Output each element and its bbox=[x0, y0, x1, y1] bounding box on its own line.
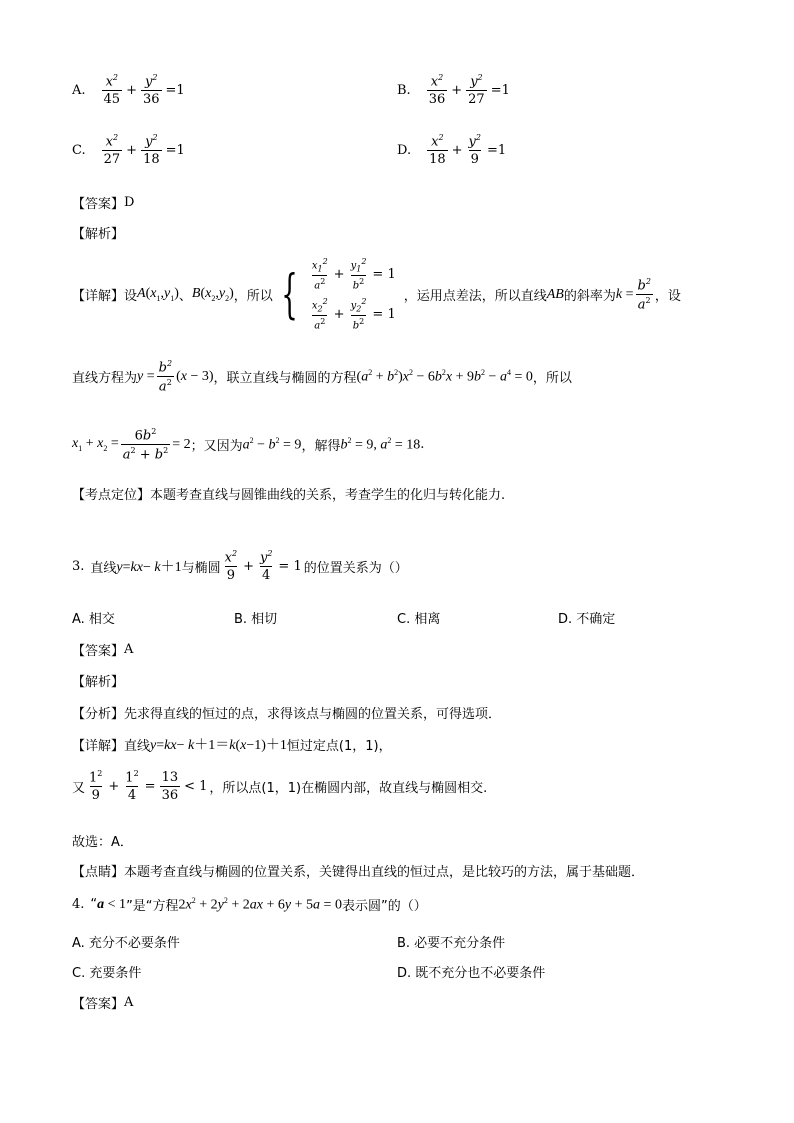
q2-detail-line3: $x_1 + x_2$ = $\frac{6b^2}{a^2 + b^2}$ = 2 ；又因为 $a^2 - b^2 = 9$ ，解得 $b^2 = 9$, $a^2 = 18$ . bbox=[72, 427, 425, 463]
y-frac: $\frac{y^2}{36}$ bbox=[142, 73, 160, 108]
y-frac: $\frac{y^2}{18}$ bbox=[143, 133, 160, 168]
q3-detail-2: 又 $\frac{1^2}{9}$ + $\frac{1^2}{4}$ = $\frac{13}{36}$ < 1 ，所以点(1，1)在椭圆内部，故直线与椭圆相交. bbox=[72, 769, 488, 804]
q4-answer: 【答案】 A bbox=[72, 995, 134, 1012]
x-frac: $\frac{x^2}{27}$ bbox=[103, 133, 121, 168]
x-frac: $\frac{x^2}{18}$ bbox=[429, 133, 446, 168]
q3-fenxi: 【分析】 先求得直线的恒过的点，求得该点与椭圆的位置关系，可得选项． bbox=[72, 707, 502, 722]
q3-option-a: A. 相交 bbox=[72, 612, 115, 627]
q3-analysis-heading: 【解析】 bbox=[72, 675, 125, 690]
q2-key-point: 【考点定位】 本题考查直线与圆锥曲线的关系，考查学生的化归与转化能力. bbox=[72, 488, 506, 503]
x-frac: $\frac{x^2}{45}$ bbox=[103, 73, 121, 108]
y-frac: $\frac{y^2}{9}$ bbox=[468, 133, 481, 168]
q3-conclusion: 故选：A． bbox=[72, 835, 133, 850]
q4-option-a: A. 充分不必要条件 bbox=[72, 936, 180, 951]
q2-detail-line2: 直线方程为 y = $\frac{b^2}{a^2}$ (x − 3) ，联立直线与椭圆的方程 $(a^2 + b^2)x^2 - 6b^2x + 9b^2 - a^4 = 0$ ，所以 bbox=[72, 359, 572, 395]
q2-option-d: D. $\frac{x^2}{18}$ + $\frac{y^2}{9}$ =1 bbox=[397, 133, 507, 168]
q4-option-c: C. 充要条件 bbox=[72, 966, 142, 981]
system-brace: { bbox=[281, 264, 298, 325]
q3-option-d: D. 不确定 bbox=[558, 612, 616, 627]
q3-option-b: B. 相切 bbox=[234, 612, 278, 627]
q3-stem: 3. 直线 y=kx− k＋1 与椭圆 $\frac{x^2}{9}$ + $\frac{y^2}{4}$ = 1 的位置关系为（） bbox=[72, 549, 408, 584]
q2-option-c: C. $\frac{x^2}{27}$ + $\frac{y^2}{18}$ =1 bbox=[72, 133, 185, 168]
q3-detail: 【详解】 直线 y=kx− k＋1＝k(x−1)＋1 恒过定点(1，1)， bbox=[72, 738, 392, 754]
y-frac: $\frac{y^2}{27}$ bbox=[468, 73, 485, 108]
equation-system: $\frac{x_1^2}{a^2}$ + $\frac{y_1^2}{b^2}$ = 1 $\frac{x_2^2}{a^2}$ + $\frac{y_2^2}{b^2}$ = 1 bbox=[311, 257, 396, 332]
q2-detail-line1: 【详解】 设 $A(x_1,y_1)$ 、 $B(x_2,y_2)$ ，所以 { $\frac{x_1^2}{a^2}$ + $\frac{y_1^2}{b^2}$ = 1 $\frac{x_2^2}{a^2}$ + $\frac{y_2^2}{b^2}$ = 1 ，运用点差法，所以直线 AB 的斜率为 k = $\frac{b^2}{a^2}$ ，设 bbox=[72, 257, 681, 332]
q4-stem: 4. “ a < 1 ”是“方程 $2x^2 + 2y^2 + 2ax + 6y + 5a = 0$ 表示圆”的（） bbox=[72, 895, 427, 914]
q3-option-c: C. 相离 bbox=[397, 612, 441, 627]
q3-answer: 【答案】 A bbox=[72, 642, 134, 659]
q4-option-d: D. 既不充分也不必要条件 bbox=[397, 966, 546, 981]
q2-option-b: B. $\frac{x^2}{36}$ + $\frac{y^2}{27}$ =1 bbox=[397, 73, 510, 108]
q4-option-b: B. 必要不充分条件 bbox=[397, 936, 506, 951]
q2-option-a: A. $\frac{x^2}{45}$ + $\frac{y^2}{36}$ =1 bbox=[72, 73, 185, 108]
q3-dianjing: 【点睛】 本题考查直线与椭圆的位置关系，关键得出直线的恒过点，是比较巧的方法，属于基础题． bbox=[72, 865, 645, 880]
q2-analysis-heading: 【解析】 bbox=[72, 227, 125, 242]
q2-answer: 【答案】 D bbox=[72, 195, 135, 212]
x-frac: $\frac{x^2}{36}$ bbox=[428, 73, 446, 108]
